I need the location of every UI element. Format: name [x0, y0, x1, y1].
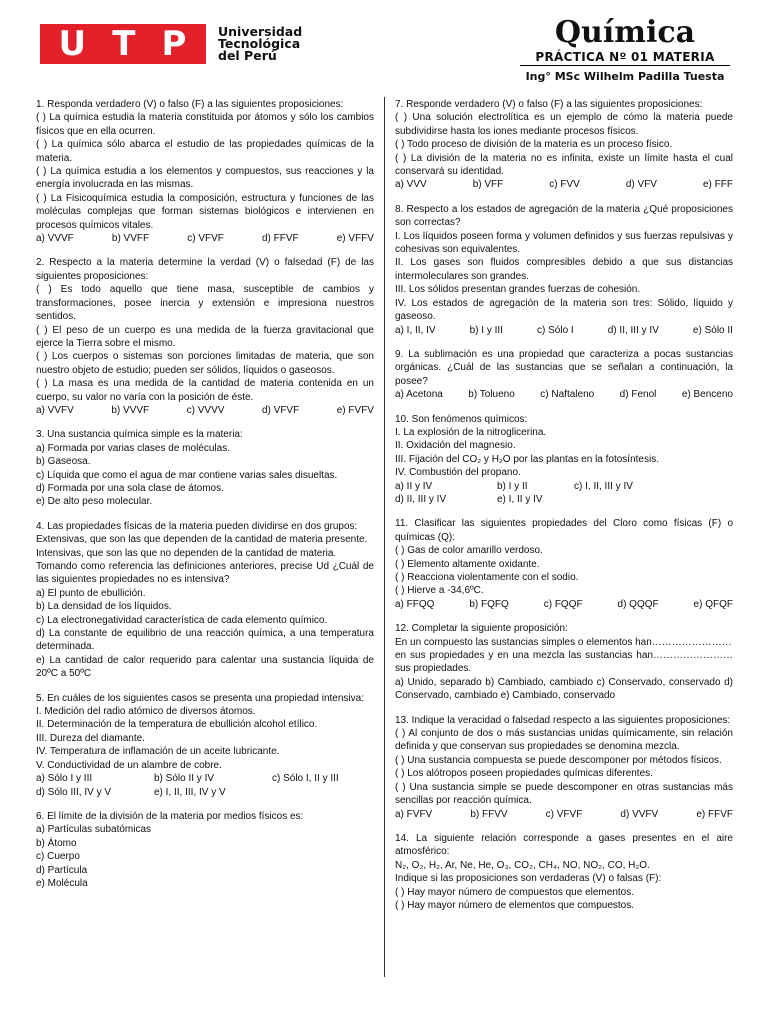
left-column	[36, 98, 374, 901]
question-line: ( ) Una solución electrolítica es un ejemplo de cómo la materia puede subdividirse hasta los iones mediante procesos físicos.	[395, 112, 733, 137]
answer-option: a) Sólo I y III	[36, 773, 93, 785]
question-text: 11. Clasificar las siguientes propiedades del Cloro como físicas (F) o químicas (Q):	[395, 518, 733, 543]
answer-option: a) Acetona	[395, 389, 443, 401]
question-line: b) Gaseosa.	[36, 456, 91, 468]
answer-option: d) II, III y IV	[607, 324, 659, 336]
question-line: Indique si las proposiciones son verdaderas (V) o falsas (F):	[395, 873, 662, 885]
answer-options	[395, 598, 733, 611]
answer-option: a) FVFV	[395, 808, 433, 820]
question-block	[36, 520, 374, 681]
question-line: ( ) Elemento altamente oxidante.	[395, 558, 540, 570]
question-line: ( ) La Fisicoquímica estudia la composición, estructura y funciones de las moléculas complejas que forman sistemas biológicos e intervienen en procesos químicos vitales.	[36, 192, 374, 231]
answer-option: c) VFVF	[187, 233, 224, 245]
question-block	[395, 413, 733, 507]
question-line: d) Formada por una sola clase de átomos.	[36, 482, 224, 494]
answer-option: d) QQQF	[617, 598, 659, 610]
question-line: ( ) La masa es una medida de la cantidad de materia contenida en un cuerpo, su valor no varía con la posición de éste.	[36, 378, 374, 403]
answer-option: b) VVFF	[111, 233, 150, 245]
answer-option: e) I, II y IV	[497, 493, 543, 505]
answer-option: d) II, III y IV	[395, 493, 447, 505]
answer-options	[395, 388, 733, 401]
answer-option: d) Sólo III, IV y V	[36, 786, 112, 798]
question-line: ( ) La química estudia la materia constituida por átomos y sólo los cambios físicos que en ella ocurren.	[36, 112, 374, 137]
question-block	[395, 714, 733, 821]
question-text: 14. La siguiente relación corresponde a gases presentes en el aire atmosférico:	[395, 832, 733, 858]
question-line: En un compuesto las sustancias simples o elementos han……………………	[395, 636, 732, 648]
question-line: b) La densidad de los líquidos.	[36, 601, 172, 613]
question-text: 6. El límite de la división de la materia por medios físicos es:	[36, 810, 304, 822]
answer-options-row	[36, 786, 374, 799]
answer-option: a) I, II, IV	[395, 324, 436, 336]
question-text: 7. Responde verdadero (V) o falso (F) a las siguientes proposiciones:	[395, 99, 703, 110]
answer-option: b) I y III	[469, 324, 503, 336]
practice-subtitle: PRÁCTICA Nº 01 MATERIA	[520, 50, 730, 66]
question-line: Extensivas, que son las que dependen de la cantidad de materia presente.	[36, 534, 368, 546]
answer-option: b) Tolueno	[468, 389, 515, 401]
logo-letter-u: U	[58, 24, 88, 64]
column-divider	[384, 97, 385, 977]
question-line: V. Conductividad de un alambre de cobre.	[36, 759, 222, 771]
answer-option: c) I, II, III y IV	[574, 480, 633, 492]
question-text: 2. Respecto a la materia determine la verdad (V) o falsedad (F) de las siguientes proposiciones:	[36, 257, 374, 282]
question-block	[36, 98, 374, 245]
question-text: 13. Indique la veracidad o falsedad respecto a las siguientes proposiciones:	[395, 714, 731, 726]
question-block	[395, 832, 733, 912]
answer-option: d) VVFV	[620, 808, 659, 820]
question-block	[36, 256, 374, 417]
university-name	[218, 26, 302, 62]
answer-option: b) Sólo II y IV	[154, 773, 215, 785]
right-column	[395, 98, 733, 923]
question-block	[395, 517, 733, 611]
question-line: e) La cantidad de calor requerido para calentar una sustancia líquida de 20ºC a 50ºC	[36, 654, 374, 680]
answer-option: c) Sólo I, II y III	[272, 773, 339, 785]
answer-option	[272, 786, 382, 799]
answer-option: e) Sólo II	[692, 324, 733, 336]
question-line: b) Átomo	[36, 837, 77, 849]
logo-mark	[40, 24, 206, 64]
page-title: Química	[554, 15, 696, 50]
answer-options	[395, 178, 733, 191]
answer-option: a) VVV	[395, 179, 427, 191]
answer-option: e) I, II, III, IV y V	[154, 786, 226, 798]
question-text: 9. La sublimación es una propiedad que caracteriza a pocas sustancias orgánicas. ¿Cuál de las sustancias que se señalan a continuación, la posee?	[395, 348, 733, 387]
question-text: 5. En cuáles de los siguientes casos se presenta una propiedad intensiva:	[36, 692, 364, 704]
question-line: ( ) Los alótropos poseen propiedades químicas diferentes.	[395, 768, 653, 780]
question-line: I. Los líquidos poseen forma y volumen definidos y sus fuerzas repulsivas y cohesivas son equivalentes.	[395, 230, 733, 256]
question-line: e) Molécula	[36, 877, 88, 889]
question-line: e) De alto peso molecular.	[36, 496, 153, 508]
question-line: II. Determinación de la temperatura de ebullición alcohol etílico.	[36, 719, 318, 731]
question-block	[395, 203, 733, 337]
question-line: c) La electronegatividad característica de cada elemento químico.	[36, 614, 328, 626]
question-line: a) Formada por varias clases de moléculas.	[36, 442, 230, 454]
question-line: I. La explosión de la nitroglicerina.	[395, 426, 547, 438]
question-line: a) El punto de ebullición.	[36, 587, 146, 599]
question-line: III. Fijación del CO₂ y H₂O por las plantas en la fotosíntesis.	[395, 453, 659, 465]
answer-option: c) FQQF	[543, 598, 583, 610]
answer-option: e) VFFV	[336, 233, 374, 245]
question-line: ( ) Hay mayor número de compuestos que elementos.	[395, 886, 634, 898]
question-line: I. Medición del radio atómico de diversos átomos.	[36, 706, 256, 718]
question-line: ( ) La química sólo abarca el estudio de las propiedades químicas de la materia.	[36, 139, 374, 164]
question-line: Intensivas, que son las que no dependen de la cantidad de materia.	[36, 547, 337, 559]
question-block	[395, 348, 733, 402]
question-block	[395, 622, 733, 702]
answer-option: b) FFVV	[470, 808, 508, 820]
answer-option: c) VVVV	[186, 404, 225, 416]
utp-logo	[40, 24, 302, 64]
question-line: III. Los sólidos presentan grandes fuerzas de cohesión.	[395, 284, 641, 296]
question-line: c) Cuerpo	[36, 851, 80, 863]
question-line: ( ) El peso de un cuerpo es una medida de la fuerza gravitacional que ejerce la Tierra sobre el mismo.	[36, 324, 374, 349]
question-text: 3. Una sustancia química simple es la materia:	[36, 429, 243, 441]
university-line: Tecnológica	[218, 36, 301, 51]
question-line: ( ) La química estudia a los elementos y compuestos, sus reacciones y la energía involucrada en las mismas.	[36, 166, 374, 191]
question-block	[36, 692, 374, 799]
question-line: II. Oxidación del magnesio.	[395, 440, 516, 452]
question-line: IV. Combustión del propano.	[395, 467, 521, 479]
question-line: ( ) Reacciona violentamente con el sodio.	[395, 572, 579, 583]
university-line: del Perú	[218, 48, 277, 63]
answer-options-row	[395, 493, 733, 506]
answer-option: b) VVVF	[111, 404, 150, 416]
question-line: III. Dureza del diamante.	[36, 732, 145, 744]
question-line: Tomando como referencia las definiciones anteriores, precise Ud ¿Cuál de las siguientes propiedades no es intensiva?	[36, 561, 374, 586]
answer-option: a) VVFV	[36, 404, 74, 416]
question-line: a) Unido, separado b) Cambiado, cambiado c) Conservado, conservado d) Conservado, cambiado e) Cambiado, conservado	[395, 676, 733, 702]
answer-option: a) II y IV	[395, 480, 433, 492]
author-name: Ing° MSc Wilhelm Padilla Tuesta	[525, 70, 725, 83]
logo-letter-p: P	[161, 24, 188, 64]
question-line: ( ) Al conjunto de dos o más sustancias unidas químicamente, sin relación definida y que conservan sus propiedades se denomina mezcla.	[395, 728, 733, 753]
answer-option: b) VFF	[472, 179, 504, 191]
question-line: en sus propiedades y en una mezcla las sustancias han……………………sus propiedades.	[395, 650, 733, 675]
answer-options	[36, 404, 374, 417]
question-block	[395, 98, 733, 192]
question-text: 4. Las propiedades físicas de la materia pueden dividirse en dos grupos:	[36, 520, 358, 532]
question-block	[36, 428, 374, 508]
question-line: c) Líquida que como el agua de mar contiene varias sales disueltas.	[36, 469, 338, 481]
answer-option: d) FFVF	[261, 233, 299, 245]
question-line: a) Partículas subatómicas	[36, 824, 152, 836]
answer-option: e) FFF	[703, 179, 733, 191]
answer-option: c) FVV	[549, 179, 580, 191]
answer-option: c) Naftaleno	[540, 389, 595, 401]
question-text: 8. Respecto a los estados de agregación de la materia ¿Qué proposiciones son correctas?	[395, 203, 733, 229]
answer-option: c) Sólo I	[537, 324, 574, 336]
question-line: ( ) Es todo aquello que tiene masa, susceptible de cambios y transformaciones, posee inercia y extensión e impresiona nuestros sentidos.	[36, 284, 374, 323]
question-text: 12. Completar la siguiente proposición:	[395, 623, 568, 635]
question-line: ( ) Los cuerpos o sistemas son porciones limitadas de materia, que son nuestro objeto de estudio; pueden ser sólidos, líquidos o gaseosos.	[36, 351, 374, 376]
header	[0, 0, 768, 95]
answer-option: e) QFQF	[693, 598, 733, 610]
answer-options	[36, 232, 374, 245]
answer-option: d) Fenol	[619, 389, 657, 401]
question-line: ( ) Hierve a -34,6ºC.	[395, 585, 484, 597]
answer-options	[395, 324, 733, 337]
question-line: ( ) Gas de color amarillo verdoso.	[395, 545, 543, 557]
answer-option: a) FFQQ	[395, 598, 435, 610]
title-block	[520, 16, 730, 83]
question-line: N₂, O₂, H₂, Ar, Ne, He, O₃, CO₂, CH₄, NO, NO₂, CO, H₂O.	[395, 859, 650, 871]
question-line: ( ) La división de la materia no es infinita, existe un límite hasta el cual conservará su identidad.	[395, 152, 733, 178]
answer-option: b) FQFQ	[469, 598, 509, 610]
question-line: IV. Temperatura de inflamación de un aceite lubricante.	[36, 746, 280, 758]
question-line: ( ) Una sustancia simple se puede descomponer en otras sustancias más sencillas por reacción química.	[395, 781, 733, 807]
question-line: II. Los gases son fluidos compresibles debido a que sus distancias intermoleculares son grandes.	[395, 257, 733, 282]
university-line: Universidad	[218, 24, 303, 39]
question-text: 10. Son fenómenos químicos:	[395, 413, 528, 425]
question-line: ( ) Una sustancia compuesta se puede descomponer por métodos físicos.	[395, 754, 722, 766]
answer-option	[574, 493, 694, 506]
answer-option: a) VVVF	[36, 233, 74, 245]
question-block	[36, 810, 374, 890]
question-line: d) Partícula	[36, 864, 88, 876]
answer-option: e) Benceno	[681, 389, 733, 401]
question-line: ( ) Hay mayor número de elementos que compuestos.	[395, 899, 634, 911]
answer-options-row	[395, 480, 733, 493]
answer-option: c) VFVF	[545, 808, 583, 820]
question-text: 1. Responda verdadero (V) o falso (F) a las siguientes proposiciones:	[36, 99, 344, 110]
question-line: IV. Los estados de agregación de la materia son tres: Sólido, líquido y gaseoso.	[395, 297, 733, 323]
answer-option: d) VFVF	[261, 404, 300, 416]
question-line: ( ) Todo proceso de división de la materia es un proceso físico.	[395, 139, 673, 151]
logo-letter-t: T	[112, 24, 137, 64]
answer-option: d) VFV	[625, 179, 657, 191]
answer-option: e) FFVF	[696, 808, 733, 820]
answer-option: e) FVFV	[336, 404, 374, 416]
question-line: d) La constante de equilibrio de una reacción química, a una temperatura determinada.	[36, 628, 374, 653]
answer-options	[395, 808, 733, 821]
answer-option: b) I y II	[497, 480, 528, 492]
answer-options-row	[36, 772, 374, 785]
